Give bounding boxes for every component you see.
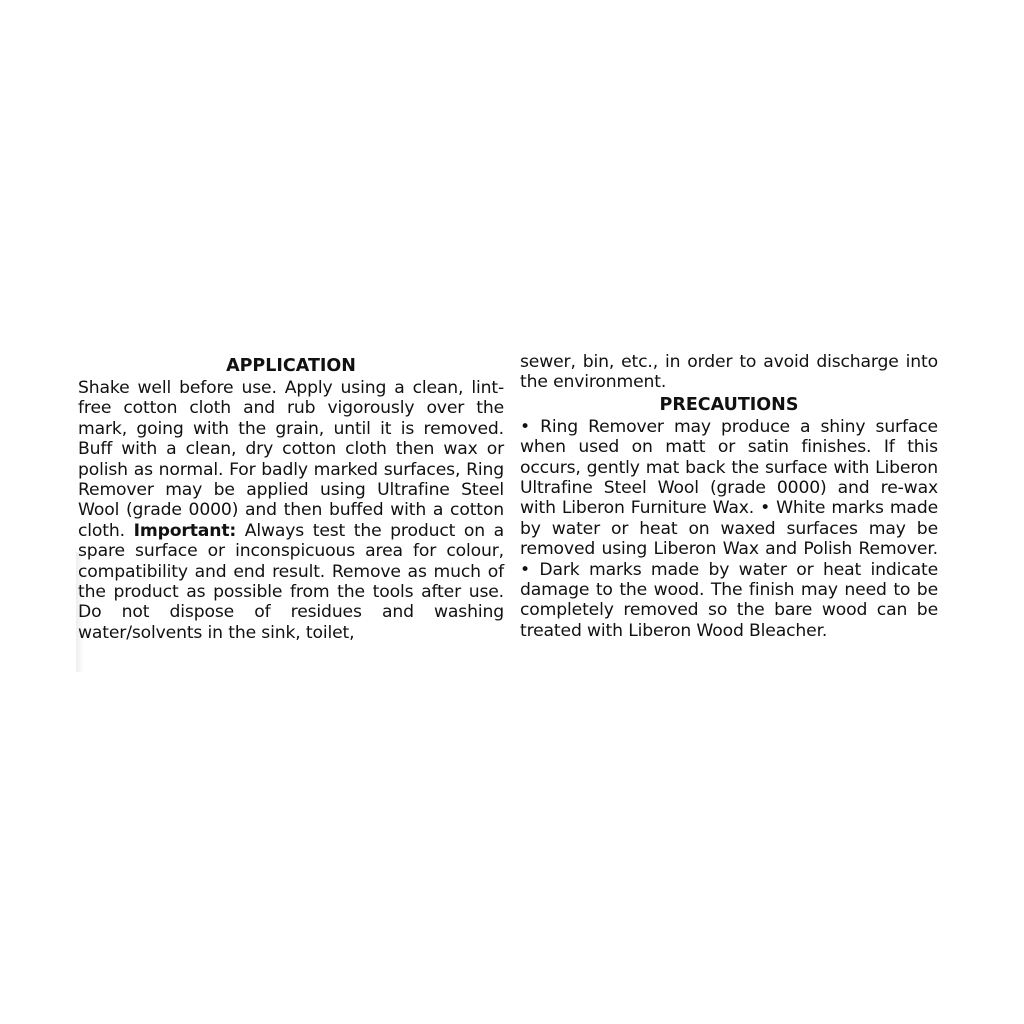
application-body: Shake well before use. Apply using a clean, lint-free cotton cloth and rub vigorously over the mark, going with the grain, until it is removed. Buff with a clean, dry cotton cloth then wax or polish as normal. For badly marked surfaces, Ring Remover may be applied using Ultrafine Steel Wool (grade 0000) and then buffed with a cotton cloth. (78, 378, 504, 541)
important-label: Important: (133, 520, 237, 541)
application-column (78, 352, 504, 643)
important-text: Always test the product on a spare surface or inconspicuous area for colour, compatibility and end result. Remove as much of the product as possible from the tools after use. Do not dispose of residues and washing water/solvents in the sink, toilet, (78, 520, 504, 643)
precautions-text: • Ring Remover may produce a shiny surface when used on matt or satin finishes. If this occurs, gently mat back the surface with Liberon Ultrafine Steel Wool (grade 0000) and re-wax with Liberon Furniture Wax. • White marks made by water or heat on waxed surfaces may be removed using Liberon Wax and Polish Remover. • Dark marks made by water or heat indicate damage to the wood. The finish may need to be completely removed so the bare wood can be treated with Liberon Wood Bleacher. (520, 416, 938, 641)
application-heading: APPLICATION (226, 356, 356, 376)
precautions-column (520, 352, 938, 641)
continuation-text: sewer, bin, etc., in order to avoid discharge into the environment. (520, 352, 938, 393)
precautions-heading: PRECAUTIONS (659, 394, 799, 415)
instructions-label (76, 352, 944, 672)
application-text (78, 378, 504, 643)
